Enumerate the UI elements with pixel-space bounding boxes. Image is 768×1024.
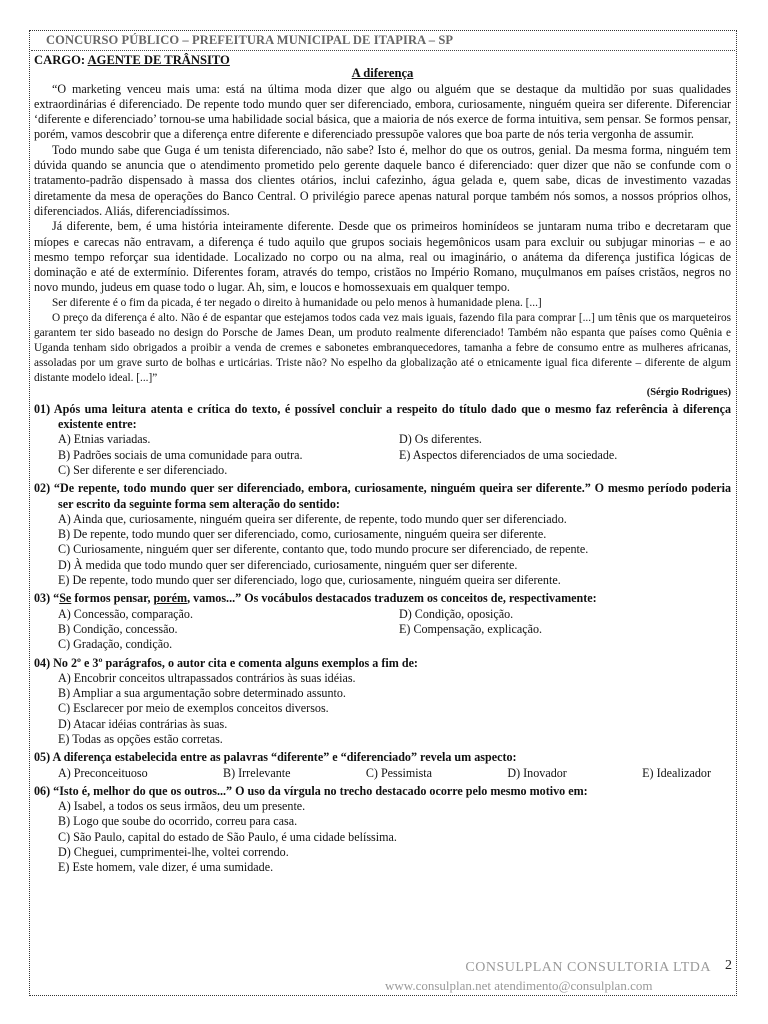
question-4-text: 04) No 2º e 3º parágrafos, o autor cita e comenta alguns exemplos a fim de: [34,655,418,670]
q3-text-post: , vamos...” Os vocábulos destacados traduzem os conceitos de, respectivamente: [187,591,597,606]
question-2-text: 02) “De repente, todo mundo quer ser diferenciado, embora, curiosamente, ninguém queira ser diferente.” O mesmo período poderia ser escrito da seguinte forma sem alteração do sentido: [34,481,731,511]
q3-highlight-porem: porém [153,591,188,606]
paragraph-4: Ser diferente é o fim da picada, é ter negado o direito à humanidade ou pelo menos à humanidade plena. [...] [52,296,542,309]
cargo-label: CARGO: [34,53,86,67]
q1-option-e[interactable]: E) Aspectos diferenciados de uma sociedade. [399,447,618,462]
q3-option-e[interactable]: E) Compensação, explicação. [399,621,543,636]
question-1 [34,402,731,478]
page-number: 2 [725,958,732,973]
q3-highlight-se: Se [59,591,72,606]
question-4 [34,656,731,748]
q5-option-e[interactable]: E) Idealizador [642,765,711,780]
q2-option-a[interactable]: A) Ainda que, curiosamente, ninguém queira ser diferente, de repente, todo mundo quer ser diferenciado. [58,511,567,526]
q2-option-b[interactable]: B) De repente, todo mundo quer ser diferenciado, como, curiosamente, ninguém queira ser diferente. [58,527,547,542]
paragraph-3: Já diferente, bem, é uma história inteiramente diferente. Desde que os primeiros hominídeos se juntaram numa tribo e decretaram que míopes e carecas não entravam, a diferença é tudo aquilo que grupos sociais hegemônicos usam para excluir ou subjugar minorias – e ao mesmo tempo reforçar sua identidade. Localizado no corpo ou na alma, real ou imaginário, o anátema da diferença justifica lógicas de dominação e até de extermínio. Diferentes foram, através do tempo, cristãos no Império Romano, muçulmanos em países cristãos, negros no novo mundo, judeus em quase todo o lugar. Ah, sim, e loucos e homossexuais em qualquer tempo. [34,219,731,295]
question-6 [34,784,731,876]
footer-company-name: CONSULPLAN CONSULTORIA LTDA [465,960,711,975]
paragraph-5: O preço da diferença é alto. Não é de espantar que estejamos todos cada vez mais iguais, fazendo fila para comprar [...] um tênis que os marqueteiros garantem ter sido baseado no design do Porsche de James Dean, um produto realmente diferenciado! Também não espanta que países como Quênia e Uganda tenham sido obrigados a proibir a venda de cremes e sabonetes embranquecedores, tamanha a febre de consumo entre as mulheres africanas, assoladas por um grave surto de bolhas e urticárias. Triste não? No espelho da globalização até o etnicamente igual fica diferente – diferente de algum distante modelo ideal. [...]” [34,311,731,384]
question-3 [34,591,731,652]
q6-option-b[interactable]: B) Logo que soube do ocorrido, correu para casa. [58,814,298,829]
footer-website[interactable]: www.consulplan.net atendimento@consulplan.com [385,978,653,993]
paragraph-1: “O marketing venceu mais uma: está na última moda dizer que algo ou alguém que se destaque da multidão por suas qualidades extraordinárias é diferenciado. De repente todo mundo quer ser diferenciado, embora, curiosamente, ninguém queira ser diferente. Diferenciar ‘diferente e diferenciado’ tornou-se uma habilidade social básica, que a maioria de nós exerce de forma intuitiva, sem pensar. Se formos pensar, porém, vamos descobrir que a diferença entre diferente e diferenciado pressupõe valores que boa parte de nós teria vergonha de assumir. [34,81,731,142]
q1-option-d[interactable]: D) Os diferentes. [399,432,482,447]
q5-option-c[interactable]: C) Pessimista [365,765,433,780]
exam-header: CONCURSO PÚBLICO – PREFEITURA MUNICIPAL DE ITAPIRA – SP [46,33,454,47]
q3-option-d[interactable]: D) Condição, oposição. [399,606,514,621]
q5-option-d[interactable]: D) Inovador [507,765,567,780]
question-1-text: 01) Após uma leitura atenta e crítica do texto, é possível concluir a respeito do título dado que o mesmo faz referência à diferença existente entre: [34,401,731,432]
q3-option-a[interactable]: A) Concessão, comparação. [58,606,193,621]
q1-option-a[interactable]: A) Etnias variadas. [58,432,151,447]
q2-option-c[interactable]: C) Curiosamente, ninguém quer ser diferente, contanto que, todo mundo procure ser diferenciado, de repente. [58,542,589,557]
q6-option-c[interactable]: C) São Paulo, capital do estado de São Paulo, é uma cidade belíssima. [58,829,397,844]
q4-option-b[interactable]: B) Ampliar a sua argumentação sobre determinado assunto. [58,686,346,701]
q5-option-b[interactable]: B) Irrelevante [223,765,291,780]
exam-content [34,53,731,876]
question-5 [34,750,731,781]
q6-option-d[interactable]: D) Cheguei, cumprimentei-lhe, voltei correndo. [58,845,289,860]
q6-option-a[interactable]: A) Isabel, a todos os seus irmãos, deu um presente. [58,799,306,814]
q3-text-pre: 03) “ [34,591,60,606]
q3-option-b[interactable]: B) Condição, concessão. [58,621,178,636]
q4-option-a[interactable]: A) Encobrir conceitos ultrapassados contrários às suas idéias. [58,670,356,685]
q2-option-e[interactable]: E) De repente, todo mundo quer ser diferenciado, logo que, curiosamente, ninguém queira ser diferente. [58,573,561,588]
q4-option-d[interactable]: D) Atacar idéias contrárias às suas. [58,716,228,731]
q5-option-a[interactable]: A) Preconceituoso [58,765,148,780]
q1-option-b[interactable]: B) Padrões sociais de uma comunidade para outra. [58,447,303,462]
footer-company [465,960,731,976]
text-title: A diferença [351,66,414,81]
question-3-text [34,591,731,606]
q6-option-e[interactable]: E) Este homem, vale dizer, é uma sumidade. [58,860,274,875]
q3-text-mid: formos pensar, [71,591,154,606]
q1-option-c[interactable]: C) Ser diferente e ser diferenciado. [58,462,228,477]
question-5-text: 05) A diferença estabelecida entre as palavras “diferente” e “diferenciado” revela um aspecto: [34,750,517,765]
question-6-text: 06) “Isto é, melhor do que os outros...” O uso da vírgula no trecho destacado ocorre pelo mesmo motivo em: [34,783,588,798]
q2-option-d[interactable]: D) À medida que todo mundo quer ser diferenciado, curiosamente, ninguém quer ser diferente. [58,557,518,572]
header-divider [31,50,735,51]
cargo-value: AGENTE DE TRÂNSITO [87,53,230,67]
q4-option-e[interactable]: E) Todas as opções estão corretas. [58,731,223,746]
author-credit: (Sérgio Rodrigues) [646,386,731,398]
q3-option-c[interactable]: C) Gradação, condição. [58,637,173,652]
q4-option-c[interactable]: C) Esclarecer por meio de exemplos conceitos diversos. [58,701,329,716]
question-2 [34,481,731,588]
paragraph-2: Todo mundo sabe que Guga é um tenista diferenciado, não sabe? Isto é, melhor do que os outros, genial. Da mesma forma, ninguém tem dúvida quando se anuncia que o atendimento prometido pelo gerente daquele banco é diferenciado: quer dizer que não se confunde com o tratamento-padrão dispensado à massa dos clientes otários, inclui cafezinho, água gelada e, quem sabe, dicas de investimento vazadas diretamente da mesa de operações do Banco Central. O privilégio parece apenas natural porque também nós somos, a nossos próprios olhos, diferenciados. Aliás, diferenciadíssimos. [34,142,731,218]
